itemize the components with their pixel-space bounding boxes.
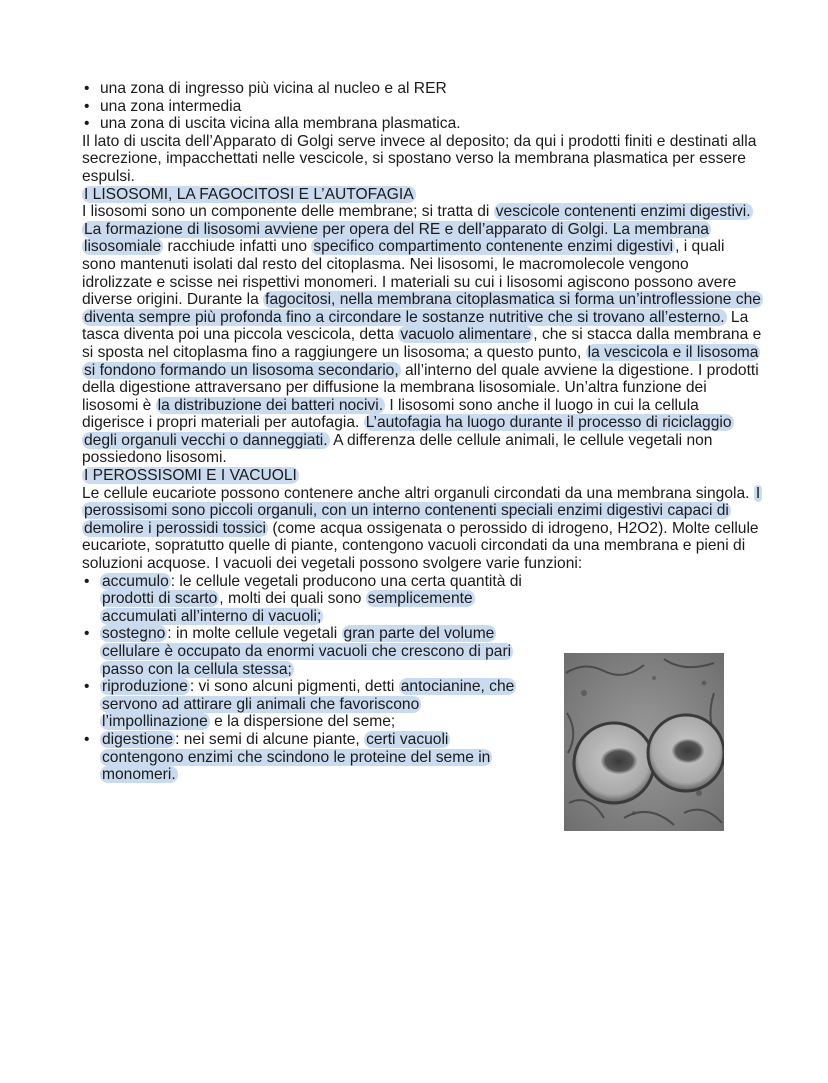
highlight: la distribuzione dei batteri nocivi. <box>157 396 384 414</box>
text-run: (come acqua ossigenata o perossido di idrogeno, H2O2). Molte cellule eucariote, sopratutto quelle di piante, contengono vacuoli circondati da una membrana e pieni di soluzioni acquose. I vacuoli dei vegetali possono svolgere varie funzioni: <box>82 519 759 573</box>
text-run: I lisosomi sono anche il luogo in cui la cellula digerisce i propri materiali per autofagia. <box>82 396 699 432</box>
text-run: : nei semi di alcune piante, <box>175 730 365 748</box>
highlight: I LISOSOMI, LA FAGOCITOSI E L’AUTOFAGIA <box>84 185 414 203</box>
highlight: I PEROSSISOMI E I VACUOLI <box>84 467 297 485</box>
highlight: L’autofagia ha luogo durante il processo di riciclaggio degli organuli vecchi o danneggiati. <box>84 414 732 449</box>
highlight: semplicemente accumulati all’interno di vacuoli; <box>102 590 473 625</box>
highlight: I perossisomi sono piccoli organuli, con un interno contenenti speciali enzimi digestivi capaci di demolire i perossidi tossici <box>84 484 761 537</box>
list-item: • una zona di uscita vicina alla membrana plasmatica. <box>82 115 762 133</box>
text-run: A differenza delle cellule animali, le cellule vegetali non possiedono lisosomi. <box>82 431 713 467</box>
text-run: , molti dei quali sono <box>219 590 366 608</box>
text-run: all’interno del quale avviene la digestione. I prodotti della digestione attraversano per diffusione la membrana lisosomiale. Un’altra funzione dei lisosomi è <box>82 361 759 414</box>
perossisomi-paragraph <box>82 485 762 573</box>
section-heading-perossisomi <box>82 467 762 485</box>
highlight: specifico compartimento contenente enzimi digestivi <box>313 238 674 256</box>
highlight: accumulo <box>102 572 169 590</box>
highlight: la vescicola e il lisosoma si fondono formando un lisosoma secondario, <box>84 343 759 379</box>
text-run: I lisosomi sono un componente delle membrane; si tratta di <box>82 203 494 221</box>
golgi-zone-list <box>82 80 762 133</box>
text-run: : in molte cellule vegetali <box>167 625 342 643</box>
list-item <box>82 731 522 784</box>
text-run: La tasca diventa poi una piccola vescicola, detta <box>82 308 749 344</box>
lysosome-micrograph-image <box>564 653 724 831</box>
list-item: • una zona intermedia <box>82 98 762 116</box>
highlight: certi vacuoli contengono enzimi che scindono le proteine del seme in monomeri. <box>102 730 491 784</box>
highlight: sostegno <box>102 625 166 643</box>
section-heading-lisosomi <box>82 186 762 204</box>
text-run: , che si stacca dalla membrana e si sposta nel citoplasma fino a raggiungere un lisosoma; a questo punto, <box>82 326 762 361</box>
lisosomi-paragraph <box>82 203 762 467</box>
highlight: prodotti di scarto <box>102 590 218 608</box>
highlight: fagocitosi, nella membrana citoplasmatica si forma un’introflessione che diventa sempre più profonda fino a circondare le sostanze nutritive che si trovano all’esterno. <box>84 291 761 326</box>
highlight: La formazione di lisosomi avviene per opera del RE e dell’apparato di Golgi. La membrana lisosomiale <box>84 220 709 256</box>
golgi-paragraph: Il lato di uscita dell’Apparato di Golgi serve invece al deposito; da qui i prodotti finiti e destinati alla secrezione, impacchettati nelle vescicole, si spostano verso la membrana plasmatica per essere espulsi. <box>82 132 757 185</box>
text-run: : vi sono alcuni pigmenti, detti <box>189 678 399 696</box>
highlight: vacuolo alimentare <box>400 326 532 344</box>
highlight: vescicole contenenti enzimi digestivi. <box>495 203 751 221</box>
text-run: e la dispersione del seme; <box>209 713 396 731</box>
highlight: riproduzione <box>102 678 188 696</box>
text-run: racchiude infatti uno <box>163 238 312 256</box>
list-item <box>82 678 522 731</box>
list-item <box>82 625 522 678</box>
highlight: digestione <box>102 730 174 748</box>
text-run: Le cellule eucariote possono contenere anche altri organuli circondati da una membrana singola. <box>82 484 754 502</box>
list-item: • una zona di ingresso più vicina al nucleo e al RER <box>82 80 762 98</box>
list-item <box>82 573 522 626</box>
vacuoli-function-list <box>82 573 522 784</box>
highlight: antocianine, che servono ad attirare gli animali che favoriscono l’impollinazione <box>102 678 515 731</box>
highlight: gran parte del volume cellulare è occupato da enormi vacuoli che crescono di pari passo con la cellula stessa; <box>102 625 512 678</box>
text-run: , i quali sono mantenuti isolati dal resto del citoplasma. Nei lisosomi, le macromolecole vengono idrolizzate e scisse nei rispettivi monomeri. I materiali su cui i lisosomi agiscono possono avere diverse origini. Durante la <box>82 238 737 309</box>
text-run: : le cellule vegetali producono una certa quantità di <box>170 572 522 590</box>
document-page <box>82 80 762 784</box>
